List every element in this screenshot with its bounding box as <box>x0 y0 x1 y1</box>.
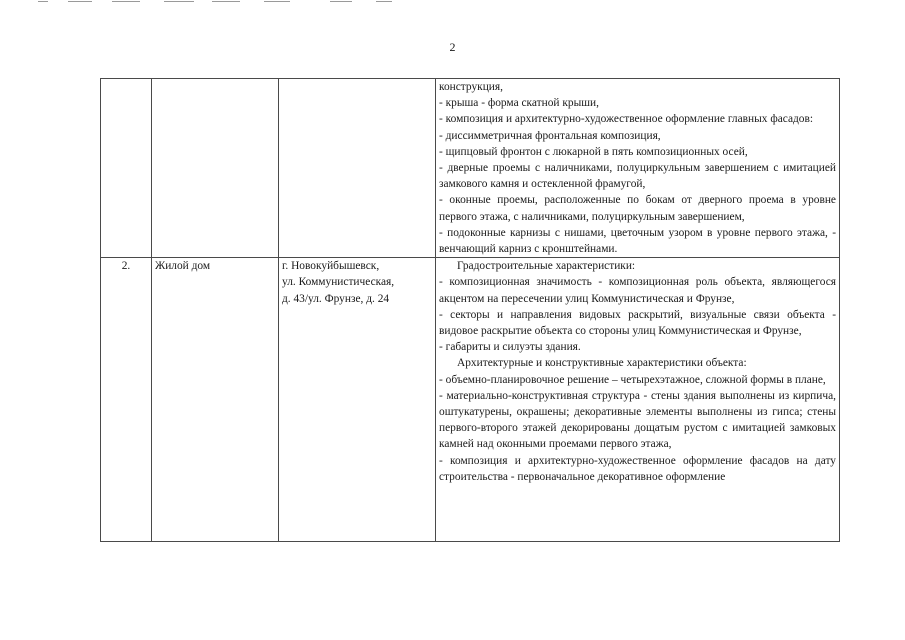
characteristics-line: - диссимметричная фронтальная композиция, <box>439 129 661 142</box>
characteristics-line: - объемно-планировочное решение – четырехэтажное, сложной формы в плане, <box>439 373 826 386</box>
characteristics-line: - габариты и силуэты здания. <box>439 341 581 354</box>
row-number-cell: 2. <box>101 258 152 542</box>
address-line: д. 43/ул. Фрунзе, д. 24 <box>282 292 390 305</box>
section-heading: Градостроительные характеристики: <box>457 260 636 273</box>
page-number: 2 <box>449 40 456 54</box>
characteristics-line: - подоконные карнизы с нишами, цветочным узором в уровне первого этажа, - венчающий карниз с кронштейнами. <box>439 226 836 256</box>
characteristics-line: - крыша - форма скатной крыши, <box>439 97 599 110</box>
characteristics-line: - дверные проемы с наличниками, полуциркульным завершением с имитацией замкового камня и остекленной фрамугой, <box>439 162 836 191</box>
characteristics-line: - секторы и направления видовых раскрытий, визуальные связи объекта - видовое раскрытие объекта со стороны улиц Коммунистическая и Фрунзе, <box>439 308 836 338</box>
characteristics-line: - щипцовый фронтон с люкарной в пять композиционных осей, <box>439 145 748 158</box>
table-row <box>101 258 840 542</box>
characteristics-text <box>439 258 836 541</box>
top-edge-marks <box>30 0 430 4</box>
address-line: г. Новокуйбышевск, <box>282 260 380 273</box>
characteristics-line: - оконные проемы, расположенные по бокам от дверного проема в уровне первого этажа, с наличниками, полуциркульным завершением, <box>439 194 836 223</box>
characteristics-cell <box>436 79 840 258</box>
characteristics-line: - материально-конструктивная структура - стены здания выполнены из кирпича, оштукатурены, окрашены; декоративные элементы выполнены из гипса; стены первого-второго этажей декорированы дощатым рустом с имитацией замковых камней над оконными проемами первого этажа, <box>439 389 836 451</box>
table-row <box>101 79 840 258</box>
object-name-cell <box>152 79 279 258</box>
characteristics-line: - композиционная значимость - композиционная роль объекта, являющегося акцентом на пересечении улиц Коммунистическая и Фрунзе, <box>439 276 836 305</box>
characteristics-cell <box>436 258 840 542</box>
characteristics-line: - композиция и архитектурно-художественное оформление главных фасадов: <box>439 113 814 126</box>
monuments-table <box>100 78 840 542</box>
characteristics-line: конструкция, <box>439 81 503 93</box>
address-line: ул. Коммунистическая, <box>282 276 395 289</box>
object-name-cell: Жилой дом <box>152 258 279 542</box>
row-number-cell <box>101 79 152 258</box>
address-cell <box>279 258 436 542</box>
characteristics-line: - композиция и архитектурно-художественное оформление фасадов на дату строительства - первоначальное декоративное оформление <box>439 454 836 483</box>
section-heading: Архитектурные и конструктивные характеристики объекта: <box>457 357 747 370</box>
address-cell <box>279 79 436 258</box>
